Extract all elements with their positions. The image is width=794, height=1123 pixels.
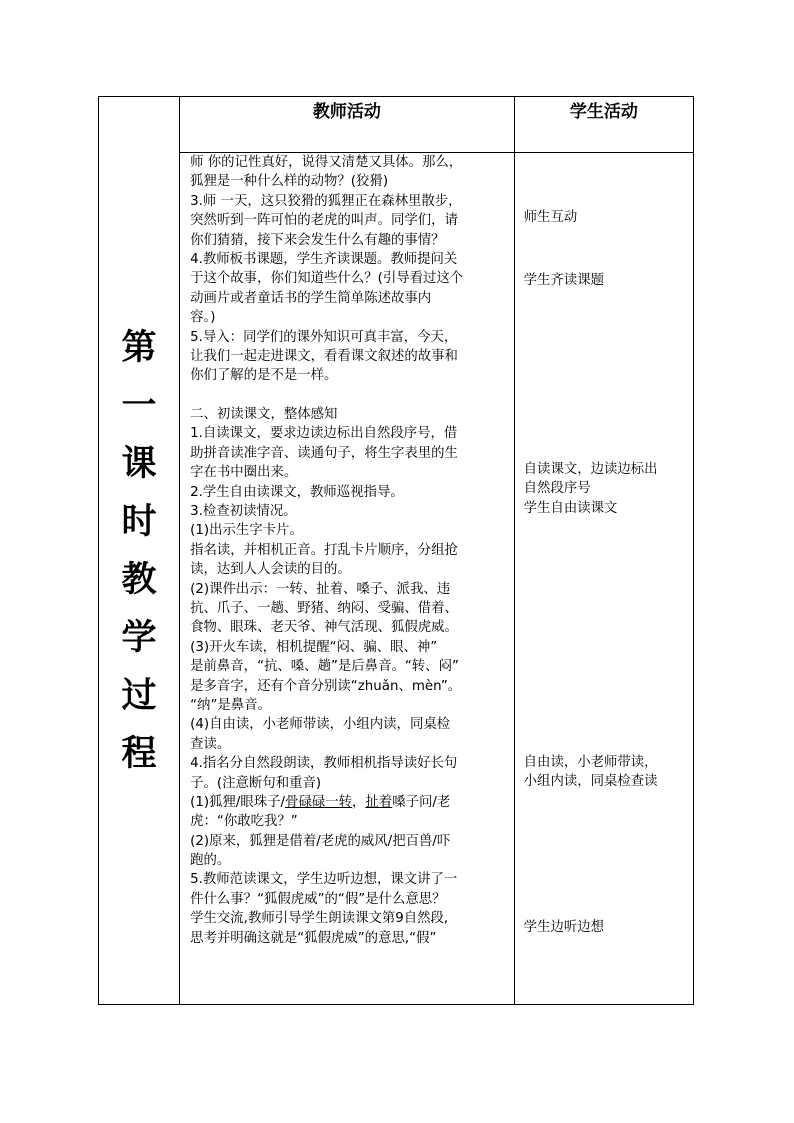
side-title-char: 一: [121, 384, 157, 426]
teacher-line: 容。): [190, 310, 216, 326]
side-title-char: 第: [121, 326, 157, 368]
student-note: [524, 753, 658, 792]
side-title-cell: [99, 97, 180, 1005]
teacher-line: 3.检查初读情况。: [190, 504, 297, 520]
teacher-line: 字在书中圈出来。: [190, 465, 298, 481]
student-note-line: 师生互动: [523, 210, 578, 225]
side-title-char: 课: [121, 442, 157, 484]
teacher-line: 4.教师板书课题，学生齐读课题。教师提问关: [190, 251, 458, 267]
teacher-line: (4)自由读，小老师带读，小组内读，同桌检: [190, 717, 451, 733]
teacher-line: 4.指名分自然段朗读，教师相机指导读好长句: [190, 756, 458, 772]
teacher-line: 是多音字，还有个音分别读“zhuǎn、mèn”。: [190, 678, 462, 694]
student-note: [524, 460, 658, 518]
student-note-line: 小组内读，同桌检查读: [523, 774, 658, 790]
student-note: [524, 208, 578, 227]
teacher-line: 件什么事？“狐假虎威”的“假”是什么意思？: [190, 891, 446, 907]
blank-line: [190, 386, 510, 405]
teacher-line: 5.导入：同学们的课外知识可真丰富，今天，: [190, 329, 458, 345]
teacher-line: 抗、爪子、一趟、野猪、纳闷、受骗、借着、: [190, 600, 458, 616]
teacher-line: 读，达到人人会读的目的。: [190, 562, 351, 578]
side-title-char: 过: [121, 674, 157, 716]
teacher-line: (3)开火车读，相机提醒“闷、骗、眼、神”: [190, 639, 438, 655]
teacher-line: 是前鼻音，“抗、嗓、趟”是后鼻音。“转、闷”: [190, 659, 459, 675]
teacher-line: 查读。: [190, 736, 231, 752]
side-title-char: 教: [121, 558, 157, 600]
teacher-line: 让我们一起走进课文，看看课文叙述的故事和: [190, 348, 458, 364]
teacher-line: (2)课件出示：一转、扯着、嗓子、派我、违: [190, 581, 451, 597]
lesson-plan-table: [98, 96, 694, 1005]
teacher-line: 于这个故事，你们知道些什么？(引导看过这个: [190, 271, 464, 287]
side-title-char: 学: [121, 616, 157, 658]
teacher-line: 学生交流,教师引导学生朗读课文第9自然段,: [190, 911, 449, 927]
side-title-char: 时: [121, 500, 157, 542]
teacher-line: 你们了解的是不是一样。: [190, 368, 338, 384]
teacher-line: 思考并明确这就是“狐假虎威”的意思,“假”: [190, 930, 437, 946]
teacher-line: 2.学生自由读课文，教师巡视指导。: [190, 484, 404, 500]
student-note: [524, 918, 604, 937]
teacher-line: 1.自读课文，要求边读边标出自然段序号，借: [190, 426, 458, 442]
teacher-line: 师 你的记性真好，说得又清楚又具体。那么，: [190, 155, 463, 170]
table-header-row: [99, 97, 694, 153]
teacher-activity-cell: [180, 153, 515, 1005]
teacher-line: 食物、眼珠、老天爷、神气活现、狐假虎威。: [190, 620, 458, 636]
side-title-char: 程: [121, 732, 157, 774]
student-activity-header: 学生活动: [514, 97, 693, 153]
teacher-line: (2)原来，狐狸是借着/老虎的威风/把百兽/吓: [190, 833, 451, 849]
teacher-line: 5.教师范读课文，学生边听边想，课文讲了一: [190, 872, 458, 888]
teacher-line: 指名读，并相机正音。打乱卡片顺序，分组抢: [190, 542, 458, 558]
teacher-line: 跑的。: [190, 853, 231, 869]
teacher-line: 动画片或者童话书的学生简单陈述故事内: [190, 290, 432, 306]
student-note: [524, 271, 604, 290]
teacher-line: 虎：“你敢吃我？”: [190, 814, 298, 830]
student-note-line: 自由读，小老师带读，: [523, 755, 658, 770]
section-heading: 二、初读课文，整体感知: [190, 407, 338, 423]
student-note-line: 自读课文，边读边标出: [523, 462, 658, 477]
student-note-line: 学生自由读课文: [523, 500, 618, 516]
teacher-line: 突然听到一阵可怕的老虎的叫声。同学们，请: [190, 213, 458, 229]
table-body-row: [99, 153, 694, 1005]
student-note-line: 学生边听边想: [523, 920, 605, 935]
teacher-line: “纳”是鼻音。: [190, 697, 271, 713]
teacher-line: 子。(注意断句和重音): [190, 775, 322, 791]
side-title: [119, 319, 159, 783]
teacher-line: (1)出示生字卡片。: [190, 523, 303, 539]
teacher-activity-header: 教师活动: [180, 97, 515, 153]
teacher-line: 你们猜猜，接下来会发生什么有趣的事情？: [190, 232, 445, 248]
teacher-line: 3.师 一天，这只狡猾的狐狸正在森林里散步，: [190, 193, 462, 209]
teacher-line: 狐狸是一种什么样的动物？(狡猾): [190, 174, 389, 190]
student-note-line: 自然段序号: [523, 481, 591, 497]
student-activity-cell: [514, 153, 693, 1005]
teacher-line: 助拼音读准字音、读通句子，将生字表里的生: [190, 445, 458, 461]
student-note-line: 学生齐读课题: [523, 273, 605, 288]
teacher-line: (1)狐狸/眼珠子/骨碌碌一转，扯着嗓子问/老: [190, 794, 451, 810]
